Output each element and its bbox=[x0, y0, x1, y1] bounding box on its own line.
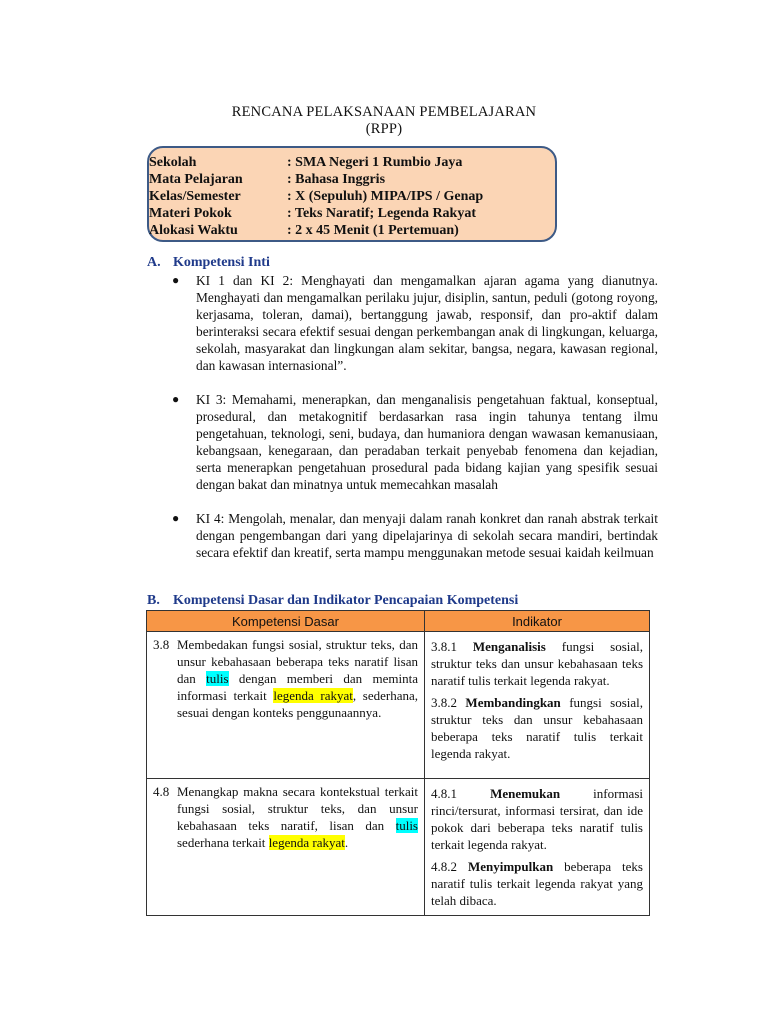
kd-text-part: sederhana terkait bbox=[177, 835, 269, 850]
indicator-item bbox=[431, 638, 643, 689]
indicator-item bbox=[431, 858, 643, 909]
info-value: : 2 x 45 Menit (1 Pertemuan) bbox=[287, 223, 459, 238]
section-letter: A. bbox=[147, 255, 161, 270]
document-title: RENCANA PELAKSANAAN PEMBELAJARAN bbox=[231, 104, 537, 120]
indicator-number: 3.8.2 bbox=[431, 695, 457, 710]
bullet-icon: ● bbox=[172, 511, 180, 525]
indicator-item bbox=[431, 785, 643, 853]
kd-cell bbox=[147, 632, 425, 779]
indicator-number: 4.8.2 bbox=[431, 859, 457, 874]
indicator-text: fungsi sosial, struktur teks dan unsur kebahasaan beberapa teks naratif tulis terkait legenda rakyat. bbox=[431, 695, 643, 761]
ki-text: KI 4: Mengolah, menalar, dan menyaji dalam ranah konkret dan ranah abstrak terkait dengan pengembangan dari yang dipelajarinya di sekolah secara mandiri, bertindak secara efektif dan kreatif, serta mampu menggunakan metode sesuai kaidah keilmuan bbox=[196, 511, 658, 560]
indicator-verb: Membandingkan bbox=[465, 695, 561, 710]
indicator-cell bbox=[425, 632, 650, 779]
school-info-box bbox=[147, 146, 557, 242]
highlight-tulis: tulis bbox=[206, 671, 229, 686]
kd-text-part: Membedakan fungsi sosial, struktur teks, dan unsur kebahasaan beberapa teks naratif lisan dan bbox=[177, 637, 418, 686]
indicator-number: 4.8.1 bbox=[431, 786, 457, 801]
section-title: Kompetensi Inti bbox=[173, 255, 270, 270]
table-row bbox=[147, 632, 650, 779]
bullet-icon: ● bbox=[172, 273, 180, 287]
kd-cell bbox=[147, 779, 425, 916]
indicator-verb: Menyimpulkan bbox=[467, 859, 554, 874]
document-subtitle: (RPP) bbox=[365, 121, 403, 137]
ki-text: KI 3: Memahami, menerapkan, dan menganalisis pengetahuan faktual, konseptual, prosedural, dan metakognitif berdasarkan rasa ingin tahunya tentang ilmu pengetahuan, teknologi, seni, budaya, dan humaniora dengan wawasan kemanusiaan, kebangsaan, kenegaraan, dan peradaban terkait penyebab fenomena dan kejadian, serta menerapkan pengetahuan prosedural pada bidang kajian yang spesifik sesuai dengan bakat dan minatnya untuk memecahkan masalah bbox=[196, 392, 658, 492]
section-a-heading bbox=[147, 255, 270, 271]
indicator-text: fungsi sosial, struktur teks dan unsur kebahasaan teks naratif tulis terkait legenda rakyat. bbox=[431, 639, 643, 688]
ki-text: KI 1 dan KI 2: Menghayati dan mengamalkan ajaran agama yang dianutnya. Menghayati dan mengamalkan perilaku jujur, disiplin, santun, peduli (gotong royong, kerjasama, toleran, damai), bertanggung jawab, responsif, dan pro-aktif dalam berinteraksi secara efektif sesuai dengan perkembangan anak di lingkungan, keluarga, sekolah, masyarakat dan lingkungan alam sekitar, bangsa, negara, kawasan regional, dan kawasan internasional”. bbox=[196, 273, 658, 373]
info-label: Mata Pelajaran bbox=[149, 172, 243, 187]
section-title: Kompetensi Dasar dan Indikator Pencapaian Kompetensi bbox=[173, 593, 519, 608]
indicator-item bbox=[431, 694, 643, 762]
table-row bbox=[147, 779, 650, 916]
section-b-heading bbox=[147, 593, 518, 609]
kd-number: 4.8 bbox=[153, 784, 170, 799]
info-label: Kelas/Semester bbox=[149, 189, 241, 204]
info-value: : Teks Naratif; Legenda Rakyat bbox=[287, 206, 477, 221]
indicator-cell bbox=[425, 779, 650, 916]
kd-text-part: dengan memberi dan meminta informasi terkait bbox=[177, 671, 418, 703]
indicator-verb: Menemukan bbox=[490, 786, 561, 801]
info-value: : SMA Negeri 1 Rumbio Jaya bbox=[287, 155, 463, 170]
highlight-tulis: tulis bbox=[395, 818, 418, 833]
kd-text-part: . bbox=[344, 835, 349, 850]
indicator-number: 3.8.1 bbox=[431, 639, 457, 654]
info-label: Materi Pokok bbox=[149, 206, 232, 221]
section-letter: B. bbox=[147, 593, 160, 608]
kd-text-part: Menangkap makna secara kontekstual terkait fungsi sosial, struktur teks, dan unsur kebahasaan teks naratif, lisan dan bbox=[177, 784, 418, 833]
competency-table bbox=[146, 610, 650, 916]
info-value: : X (Sepuluh) MIPA/IPS / Genap bbox=[287, 189, 484, 204]
kd-text bbox=[177, 783, 418, 851]
kd-text bbox=[177, 636, 418, 721]
info-value: : Bahasa Inggris bbox=[287, 172, 386, 187]
table-header-row bbox=[147, 611, 650, 632]
info-label: Sekolah bbox=[149, 155, 197, 170]
kd-text-part: , sederhana, sesuai dengan konteks penggunaannya. bbox=[177, 688, 419, 720]
bullet-icon: ● bbox=[172, 392, 180, 406]
highlight-legenda: legenda rakyat bbox=[273, 688, 353, 703]
table-header-indicator: Indikator bbox=[425, 611, 650, 632]
highlight-legenda: legenda rakyat bbox=[268, 835, 345, 850]
indicator-text: beberapa teks naratif tulis terkait legenda rakyat yang telah dibaca. bbox=[431, 859, 643, 908]
table-header-kd: Kompetensi Dasar bbox=[147, 611, 425, 632]
kd-number: 3.8 bbox=[153, 637, 170, 652]
info-label: Alokasi Waktu bbox=[149, 223, 238, 238]
indicator-verb: Menganalisis bbox=[472, 639, 546, 654]
indicator-text: informasi rinci/tersurat, informasi tersirat, dan ide pokok dari beberapa teks naratif tulis terkait legenda rakyat. bbox=[431, 786, 644, 852]
